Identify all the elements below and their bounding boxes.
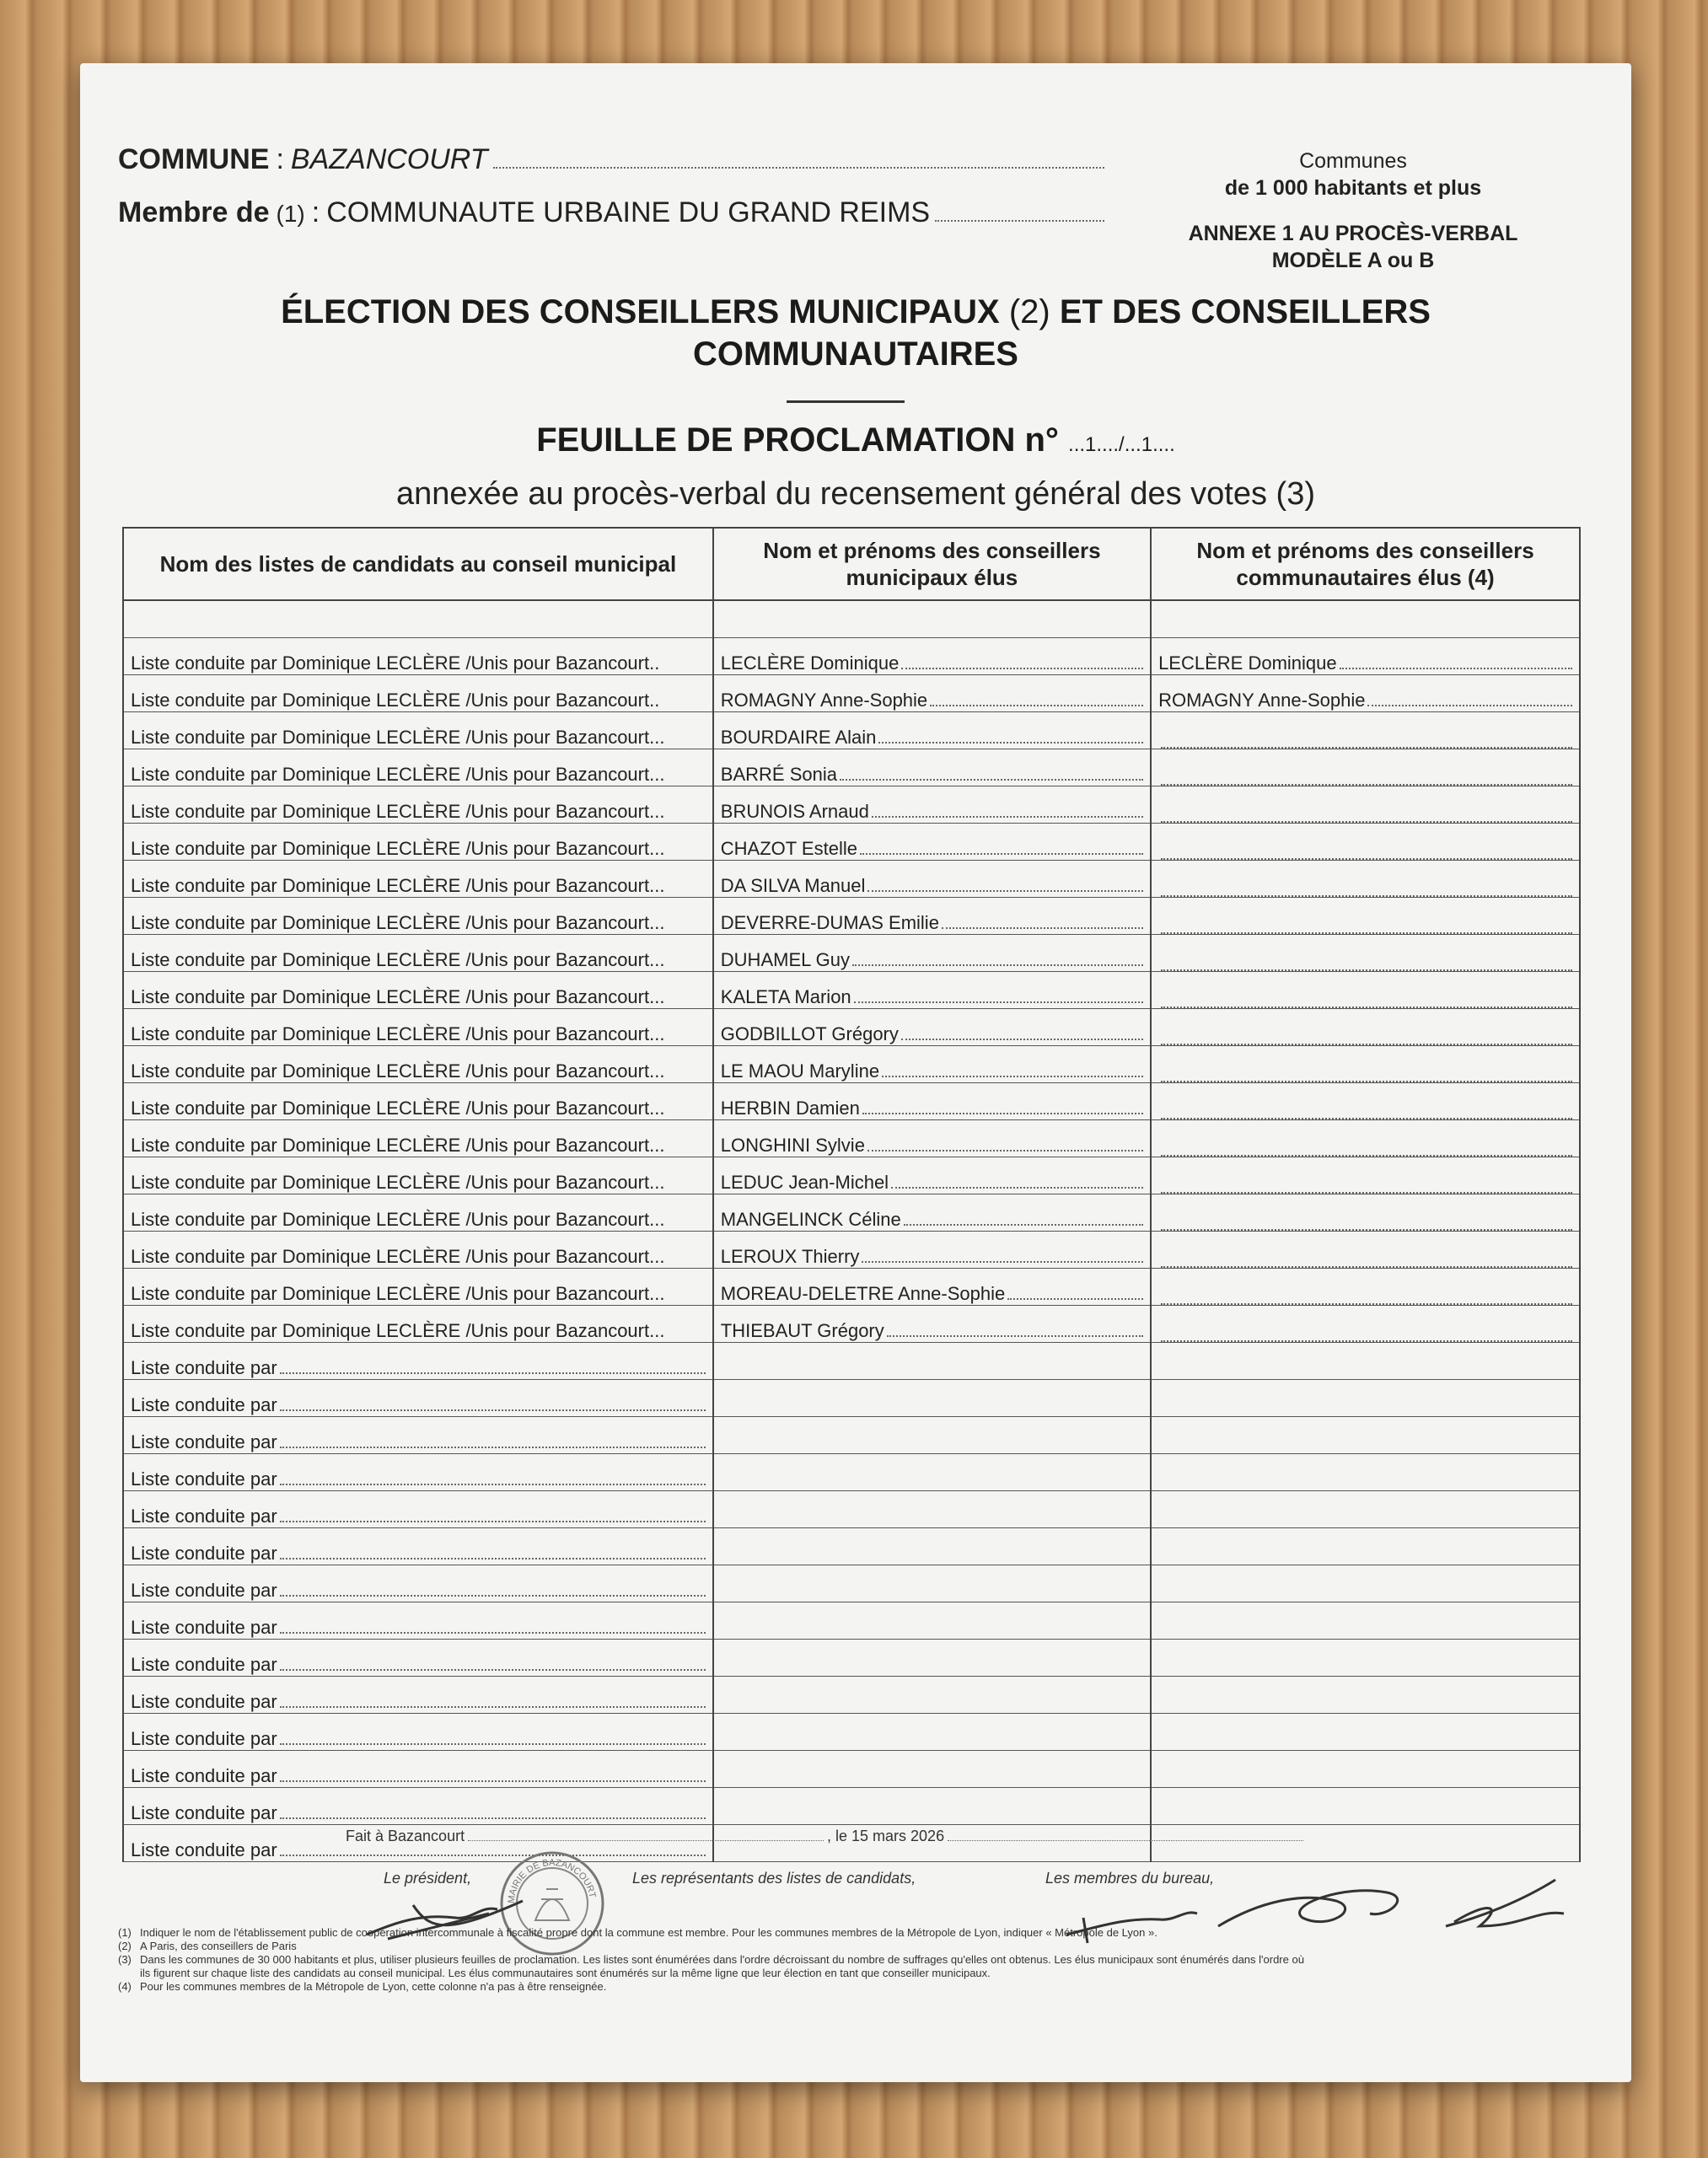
feuille-title: [80, 421, 1631, 459]
table-row: [123, 1380, 1580, 1417]
communes-label: Communes: [1299, 149, 1407, 173]
table-row: [123, 749, 1580, 786]
cell-text: Liste conduite par Dominique LECLÈRE /Unis pour Bazancourt...: [131, 1023, 665, 1044]
conseiller-communautaire-cell: [1151, 824, 1580, 861]
conseiller-communautaire-cell: [1151, 1454, 1580, 1491]
cell-text: ROMAGNY Anne-Sophie: [1158, 690, 1366, 711]
proclamation-sheet: [80, 63, 1631, 2082]
liste-cell: [123, 675, 713, 712]
table-row: [123, 1232, 1580, 1269]
liste-cell: [123, 1009, 713, 1046]
cell-text: KALETA Marion: [720, 986, 851, 1007]
conseiller-communautaire-cell: [1151, 1009, 1580, 1046]
table-row: [123, 1565, 1580, 1602]
conseiller-municipal-cell: [713, 824, 1151, 861]
cell-text: Liste conduite par: [131, 1394, 277, 1415]
cell-text: Liste conduite par: [131, 1654, 277, 1675]
header-left: [118, 143, 1104, 250]
liste-cell: [123, 1602, 713, 1640]
cell-text: LEDUC Jean-Michel: [720, 1172, 889, 1193]
cell-text: Liste conduite par: [131, 1431, 277, 1452]
table-row: [123, 1306, 1580, 1343]
president-label: Le président,: [384, 1870, 472, 1887]
conseiller-communautaire-cell: [1151, 1380, 1580, 1417]
liste-cell: [123, 1380, 713, 1417]
conseiller-municipal-cell: [713, 1157, 1151, 1194]
liste-cell: [123, 749, 713, 786]
liste-cell: [123, 1454, 713, 1491]
table-row: [123, 1491, 1580, 1528]
conseiller-municipal-cell: [713, 1306, 1151, 1343]
conseiller-municipal-cell: [713, 786, 1151, 824]
cell-text: Liste conduite par: [131, 1691, 277, 1712]
cell-text: Liste conduite par Dominique LECLÈRE /Unis pour Bazancourt...: [131, 986, 665, 1007]
cell-text: BRUNOIS Arnaud: [720, 801, 869, 822]
liste-cell: [123, 1232, 713, 1269]
conseiller-municipal-cell: [713, 1454, 1151, 1491]
cell-text: DA SILVA Manuel: [720, 875, 866, 896]
table-row: [123, 1454, 1580, 1491]
cell-text: Liste conduite par: [131, 1839, 277, 1860]
cell-text: Liste conduite par Dominique LECLÈRE /Unis pour Bazancourt...: [131, 1320, 665, 1341]
modele-label: MODÈLE A ou B: [1271, 249, 1435, 272]
table-row: [123, 1269, 1580, 1306]
dotted-line: [493, 166, 1104, 169]
liste-cell: [123, 1194, 713, 1232]
date-label: , le 15 mars 2026: [827, 1828, 945, 1844]
table-row: [123, 1046, 1580, 1083]
conseiller-municipal-cell: [713, 1083, 1151, 1120]
table-row: [123, 1120, 1580, 1157]
cell-text: LEROUX Thierry: [720, 1246, 860, 1267]
conseiller-municipal-cell: [713, 1417, 1151, 1454]
cell-text: Liste conduite par Dominique LECLÈRE /Unis pour Bazancourt...: [131, 912, 665, 933]
title-part-2: ET DES CONSEILLERS: [1059, 293, 1431, 330]
conseiller-municipal-cell: [713, 972, 1151, 1009]
table-row: [123, 1417, 1580, 1454]
conseiller-municipal-cell: [713, 1009, 1151, 1046]
cell-text: Liste conduite par: [131, 1728, 277, 1749]
cell-text: Liste conduite par Dominique LECLÈRE /Unis pour Bazancourt...: [131, 727, 665, 748]
conseiller-communautaire-cell: [1151, 935, 1580, 972]
conseiller-communautaire-cell: [1151, 749, 1580, 786]
title-line-2: COMMUNAUTAIRES: [693, 336, 1018, 373]
table-row: [123, 1751, 1580, 1788]
conseiller-municipal-cell: [713, 638, 1151, 675]
conseiller-communautaire-cell: [1151, 1677, 1580, 1714]
conseiller-communautaire-cell: [1151, 1269, 1580, 1306]
conseiller-communautaire-cell: [1151, 1343, 1580, 1380]
table-row: [123, 1677, 1580, 1714]
annexe-label: ANNEXE 1 AU PROCÈS-VERBAL: [1188, 222, 1518, 245]
cell-text: LONGHINI Sylvie: [720, 1135, 865, 1156]
table-row: [123, 1343, 1580, 1380]
document-title: [80, 291, 1631, 375]
liste-cell: [123, 1417, 713, 1454]
liste-cell: [123, 1306, 713, 1343]
liste-cell: [123, 1269, 713, 1306]
habitants-label: de 1 000 habitants et plus: [1224, 176, 1482, 200]
cell-text: Liste conduite par Dominique LECLÈRE /Unis pour Bazancourt...: [131, 764, 665, 785]
conseiller-municipal-cell: [713, 898, 1151, 935]
cell-text: Liste conduite par: [131, 1506, 277, 1527]
liste-cell: [123, 1751, 713, 1788]
cell-text: Liste conduite par Dominique LECLÈRE /Unis pour Bazancourt...: [131, 1098, 665, 1119]
cell-text: Liste conduite par Dominique LECLÈRE /Unis pour Bazancourt...: [131, 1135, 665, 1156]
conseiller-municipal-cell: [713, 1380, 1151, 1417]
table-row: [123, 1083, 1580, 1120]
cell-text: CHAZOT Estelle: [720, 838, 857, 859]
cell-text: Liste conduite par Dominique LECLÈRE /Unis pour Bazancourt...: [131, 949, 665, 970]
cell-text: Liste conduite par Dominique LECLÈRE /Unis pour Bazancourt...: [131, 1283, 665, 1304]
cell-text: DUHAMEL Guy: [720, 949, 850, 970]
cell-text: HERBIN Damien: [720, 1098, 860, 1119]
table-row: [123, 1194, 1580, 1232]
commune-value: BAZANCOURT: [290, 143, 488, 175]
representants-label: Les représentants des listes de candidats,: [632, 1870, 916, 1887]
conseiller-communautaire-cell: [1151, 1788, 1580, 1825]
conseiller-municipal-cell: [713, 1565, 1151, 1602]
liste-cell: [123, 1046, 713, 1083]
liste-cell: [123, 786, 713, 824]
liste-cell: [123, 935, 713, 972]
header-right: [1176, 148, 1530, 274]
liste-cell: [123, 1343, 713, 1380]
cell-text: Liste conduite par: [131, 1617, 277, 1638]
dotted-line: [935, 219, 1104, 222]
table-row: [123, 712, 1580, 749]
conseiller-municipal-cell: [713, 1491, 1151, 1528]
commune-label: COMMUNE: [118, 143, 270, 175]
liste-cell: [123, 638, 713, 675]
cell-text: Liste conduite par Dominique LECLÈRE /Unis pour Bazancourt...: [131, 1172, 665, 1193]
liste-cell: [123, 712, 713, 749]
membres-label: Les membres du bureau,: [1045, 1870, 1215, 1887]
conseiller-communautaire-cell: [1151, 1714, 1580, 1751]
liste-cell: [123, 1565, 713, 1602]
conseiller-municipal-cell: [713, 1677, 1151, 1714]
conseiller-communautaire-cell: [1151, 972, 1580, 1009]
table-row: [123, 935, 1580, 972]
liste-cell: [123, 1677, 713, 1714]
membre-label: Membre de: [118, 196, 270, 228]
conseiller-communautaire-cell: [1151, 786, 1580, 824]
column-header-municipaux: Nom et prénoms des conseillers municipaux élus: [713, 528, 1151, 600]
table-row: [123, 861, 1580, 898]
footnotes: [118, 1926, 1315, 1994]
table-row: [123, 786, 1580, 824]
liste-cell: [123, 898, 713, 935]
conseiller-municipal-cell: [713, 861, 1151, 898]
conseiller-communautaire-cell: [1151, 1417, 1580, 1454]
cell-text: Liste conduite par: [131, 1802, 277, 1823]
membre-line: Membre de (1) : COMMUNAUTE URBAINE DU GRAND REIMS: [118, 196, 1104, 229]
conseiller-municipal-cell: [713, 1194, 1151, 1232]
proclamation-table: [122, 527, 1581, 1862]
liste-cell: [123, 1788, 713, 1825]
conseiller-communautaire-cell: [1151, 1565, 1580, 1602]
conseiller-communautaire-cell: [1151, 1120, 1580, 1157]
table-row: [123, 1602, 1580, 1640]
footnote: (4) Pour les communes membres de la Métropole de Lyon, cette colonne n'a pas à être renseignée.: [118, 1980, 607, 1993]
table-row: [123, 1788, 1580, 1825]
table-row: [123, 1640, 1580, 1677]
cell-text: Liste conduite par Dominique LECLÈRE /Unis pour Bazancourt...: [131, 875, 665, 896]
cell-text: LECLÈRE Dominique: [720, 652, 900, 674]
cell-text: Liste conduite par Dominique LECLÈRE /Unis pour Bazancourt...: [131, 1246, 665, 1267]
conseiller-municipal-cell: [713, 1640, 1151, 1677]
table-row: [123, 675, 1580, 712]
footnote: (1) Indiquer le nom de l'établissement public de coopération intercommunale à fiscalité propre dont la commune est membre. Pour les communes membres de la Métropole de Lyon, indiquer « Métropole de Lyon ».: [118, 1926, 1157, 1939]
table-row: [123, 1009, 1580, 1046]
cell-text: MOREAU-DELETRE Anne-Sophie: [720, 1283, 1006, 1304]
title-divider: [787, 400, 905, 403]
table-row: [123, 972, 1580, 1009]
table-row: [123, 1714, 1580, 1751]
cell-text: ROMAGNY Anne-Sophie: [720, 690, 928, 711]
feuille-number: ...1..../...1....: [1068, 433, 1175, 456]
conseiller-communautaire-cell: [1151, 712, 1580, 749]
cell-text: Liste conduite par Dominique LECLÈRE /Unis pour Bazancourt..: [131, 652, 660, 674]
footnote: (2) A Paris, des conseillers de Paris: [118, 1940, 297, 1952]
conseiller-communautaire-cell: [1151, 1194, 1580, 1232]
cell-text: LECLÈRE Dominique: [1158, 652, 1337, 674]
cell-text: Liste conduite par: [131, 1543, 277, 1564]
conseiller-municipal-cell: [713, 712, 1151, 749]
cell-text: DEVERRE-DUMAS Emilie: [720, 912, 939, 933]
conseiller-communautaire-cell: [1151, 1157, 1580, 1194]
conseiller-communautaire-cell: [1151, 1528, 1580, 1565]
liste-cell: [123, 1157, 713, 1194]
conseiller-municipal-cell: [713, 749, 1151, 786]
liste-cell: [123, 1640, 713, 1677]
column-header-communautaires: Nom et prénoms des conseillers communautaires élus (4): [1151, 528, 1580, 600]
table-row: [123, 824, 1580, 861]
conseiller-municipal-cell: [713, 1343, 1151, 1380]
liste-cell: [123, 824, 713, 861]
conseiller-communautaire-cell: [1151, 1751, 1580, 1788]
cell-text: BOURDAIRE Alain: [720, 727, 877, 748]
table-body: [123, 600, 1580, 1862]
liste-cell: [123, 1528, 713, 1565]
cell-text: THIEBAUT Grégory: [720, 1320, 884, 1341]
conseiller-communautaire-cell: [1151, 1083, 1580, 1120]
table-row: [123, 1528, 1580, 1565]
conseiller-communautaire-cell: [1151, 1640, 1580, 1677]
cell-text: BARRÉ Sonia: [720, 764, 837, 785]
liste-cell: [123, 972, 713, 1009]
conseiller-communautaire-cell: [1151, 1491, 1580, 1528]
liste-cell: [123, 1120, 713, 1157]
conseiller-municipal-cell: [713, 675, 1151, 712]
footnote: (3) Dans les communes de 30 000 habitants et plus, utiliser plusieurs feuilles de proclamation. Les listes sont énumérées dans l'ordre décroissant du nombre de suffrages qu'elles ont obtenus. Les élus municipaux sont énumérés dans l'ordre où ils figurent sur chaque liste des candidats au conseil municipal. Les élus communautaires sont énumérés sur la même ligne que leur élection en tant que conseiller municipaux.: [118, 1953, 1304, 1979]
conseiller-municipal-cell: [713, 1046, 1151, 1083]
table-header-row: [123, 528, 1580, 600]
cell-text: Liste conduite par Dominique LECLÈRE /Unis pour Bazancourt...: [131, 801, 665, 822]
liste-cell: [123, 861, 713, 898]
feuille-label: FEUILLE DE PROCLAMATION n°: [536, 421, 1059, 459]
conseiller-municipal-cell: [713, 1269, 1151, 1306]
cell-text: MANGELINCK Céline: [720, 1209, 901, 1230]
table-row: [123, 638, 1580, 675]
conseiller-communautaire-cell: [1151, 1046, 1580, 1083]
fait-a-label: Fait à Bazancourt: [346, 1828, 465, 1844]
conseiller-communautaire-cell: [1151, 1306, 1580, 1343]
conseiller-communautaire-cell: [1151, 675, 1580, 712]
conseiller-municipal-cell: [713, 935, 1151, 972]
conseiller-municipal-cell: [713, 1602, 1151, 1640]
svg-text:MAIRIE DE BAZANCOURT: MAIRIE DE BAZANCOURT: [506, 1857, 598, 1904]
cell-text: Liste conduite par: [131, 1580, 277, 1601]
cell-text: Liste conduite par Dominique LECLÈRE /Unis pour Bazancourt..: [131, 690, 660, 711]
column-header-listes: Nom des listes de candidats au conseil municipal: [123, 528, 713, 600]
liste-cell: [123, 1491, 713, 1528]
conseiller-communautaire-cell: [1151, 898, 1580, 935]
cell-text: GODBILLOT Grégory: [720, 1023, 899, 1044]
annexee-subtitle: annexée au procès-verbal du recensement général des votes (3): [396, 476, 1315, 512]
commune-line: COMMUNE : BAZANCOURT: [118, 143, 1104, 176]
conseiller-municipal-cell: [713, 1714, 1151, 1751]
conseiller-communautaire-cell: [1151, 861, 1580, 898]
conseiller-municipal-cell: [713, 1528, 1151, 1565]
title-part-1: ÉLECTION DES CONSEILLERS MUNICIPAUX: [281, 293, 1000, 330]
table-row: [123, 898, 1580, 935]
conseiller-municipal-cell: [713, 1232, 1151, 1269]
cell-text: Liste conduite par Dominique LECLÈRE /Unis pour Bazancourt...: [131, 838, 665, 859]
cell-text: LE MAOU Maryline: [720, 1060, 880, 1082]
conseiller-communautaire-cell: [1151, 638, 1580, 675]
cell-text: Liste conduite par: [131, 1765, 277, 1786]
conseiller-municipal-cell: [713, 1120, 1151, 1157]
conseiller-communautaire-cell: [1151, 1602, 1580, 1640]
cell-text: Liste conduite par Dominique LECLÈRE /Unis pour Bazancourt...: [131, 1060, 665, 1082]
membre-note: (1): [276, 201, 305, 227]
conseiller-municipal-cell: [713, 1751, 1151, 1788]
membre-value: COMMUNAUTE URBAINE DU GRAND REIMS: [326, 196, 931, 228]
liste-cell: [123, 1714, 713, 1751]
conseiller-communautaire-cell: [1151, 1232, 1580, 1269]
fait-line: [346, 1828, 1307, 1845]
liste-cell: [123, 1083, 713, 1120]
table-row: [123, 1157, 1580, 1194]
title-note: (2): [1008, 293, 1050, 330]
cell-text: Liste conduite par Dominique LECLÈRE /Unis pour Bazancourt...: [131, 1209, 665, 1230]
conseiller-municipal-cell: [713, 1788, 1151, 1825]
cell-text: Liste conduite par: [131, 1468, 277, 1490]
cell-text: Liste conduite par: [131, 1357, 277, 1378]
